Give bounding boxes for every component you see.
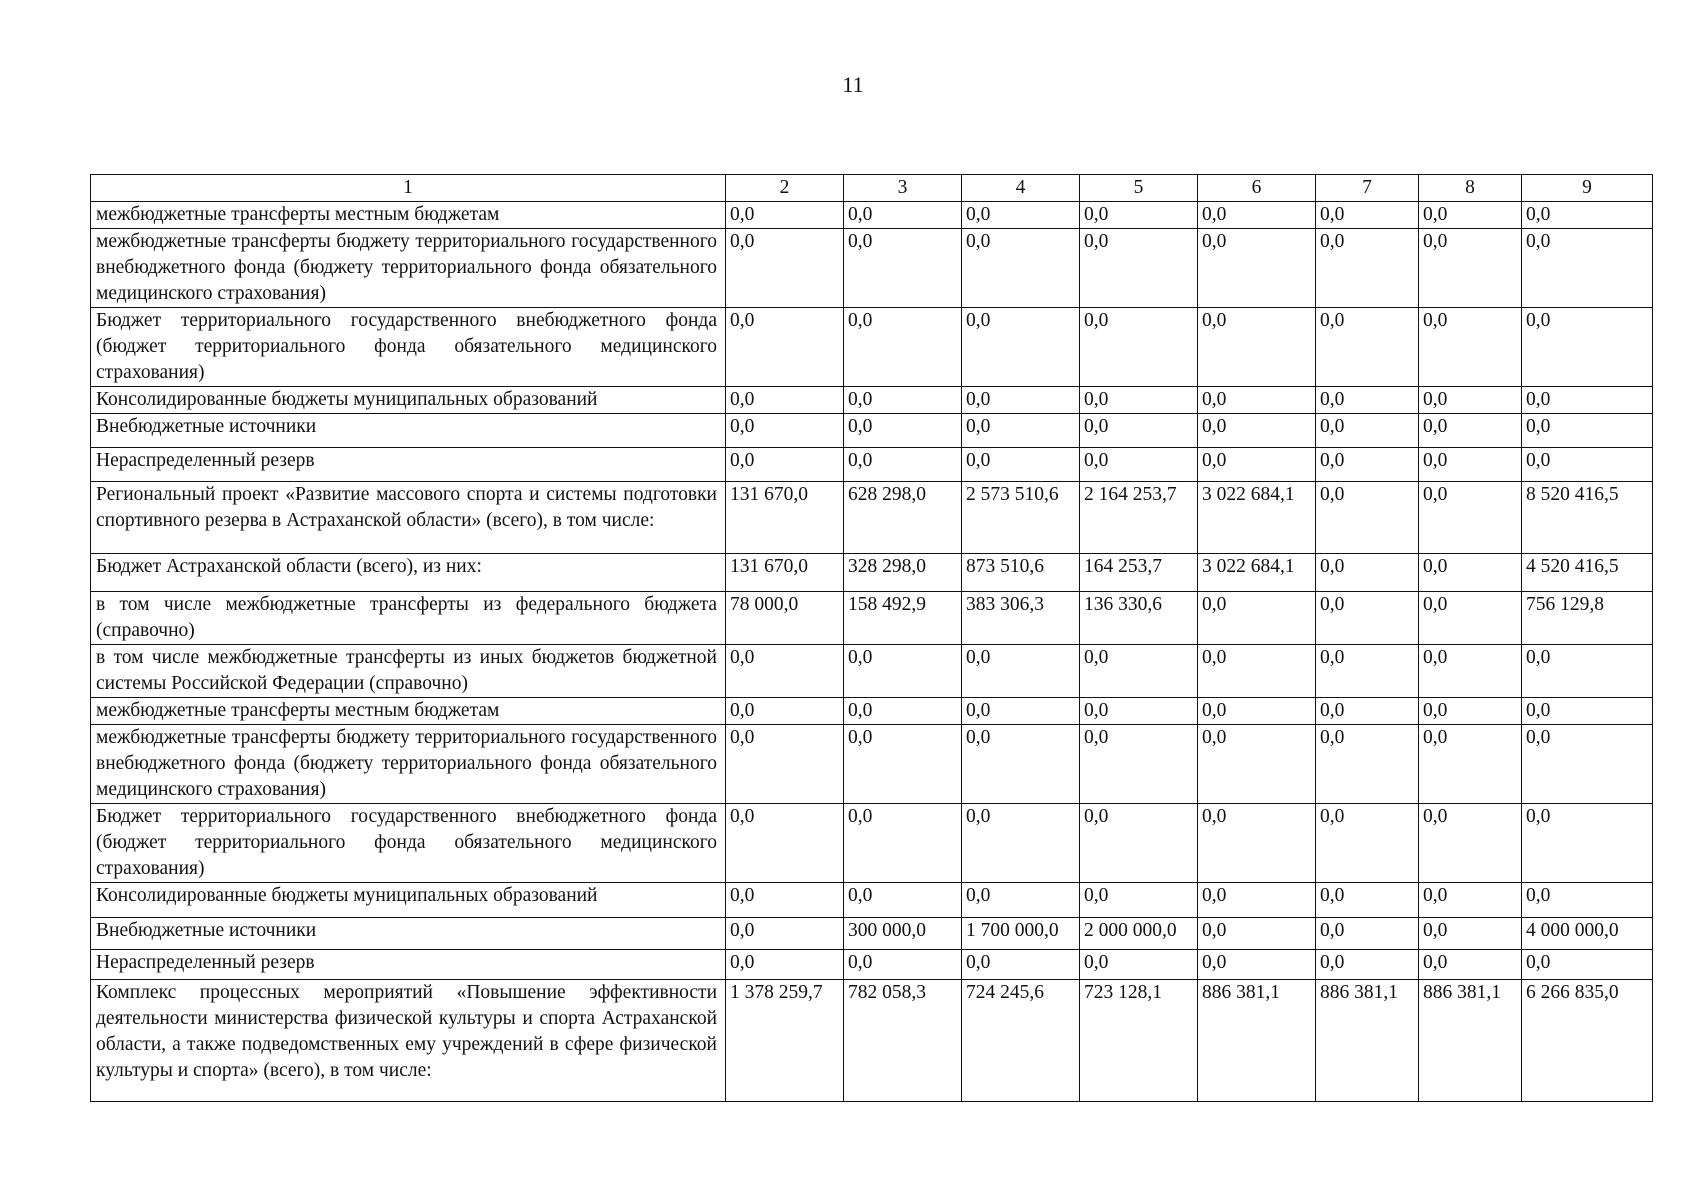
value-cell: 383 306,3	[962, 592, 1080, 645]
value-cell: 0,0	[1316, 918, 1419, 950]
value-cell: 0,0	[1080, 804, 1198, 883]
value-cell: 0,0	[1419, 387, 1522, 414]
value-cell: 0,0	[726, 698, 844, 725]
row-label: Региональный проект «Развитие массового спорта и системы подготовки спортивного резерва в Астраханской области» (всего), в том числе:	[91, 482, 726, 554]
value-cell: 0,0	[1522, 725, 1653, 804]
value-cell: 0,0	[726, 308, 844, 387]
value-cell: 0,0	[1419, 308, 1522, 387]
value-cell: 0,0	[726, 950, 844, 980]
value-cell: 0,0	[962, 950, 1080, 980]
value-cell: 0,0	[1080, 725, 1198, 804]
value-cell: 0,0	[1198, 414, 1316, 448]
value-cell: 78 000,0	[726, 592, 844, 645]
value-cell: 0,0	[1316, 448, 1419, 482]
value-cell: 0,0	[1316, 592, 1419, 645]
value-cell: 158 492,9	[844, 592, 962, 645]
row-label: Нераспределенный резерв	[91, 950, 726, 980]
value-cell: 0,0	[1198, 592, 1316, 645]
table-row	[91, 448, 1653, 482]
value-cell: 0,0	[1522, 950, 1653, 980]
value-cell: 0,0	[1198, 883, 1316, 918]
value-cell: 0,0	[1080, 883, 1198, 918]
value-cell: 0,0	[1419, 482, 1522, 554]
value-cell: 0,0	[962, 698, 1080, 725]
value-cell: 0,0	[1419, 918, 1522, 950]
value-cell: 724 245,6	[962, 980, 1080, 1102]
value-cell: 0,0	[844, 725, 962, 804]
column-header: 3	[844, 175, 962, 202]
value-cell: 0,0	[1522, 448, 1653, 482]
value-cell: 300 000,0	[844, 918, 962, 950]
row-label: Консолидированные бюджеты муниципальных образований	[91, 883, 726, 918]
value-cell: 0,0	[1080, 698, 1198, 725]
value-cell: 782 058,3	[844, 980, 962, 1102]
row-label: межбюджетные трансферты местным бюджетам	[91, 698, 726, 725]
value-cell: 0,0	[1316, 554, 1419, 592]
value-cell: 0,0	[962, 645, 1080, 698]
table-row	[91, 554, 1653, 592]
value-cell: 0,0	[844, 645, 962, 698]
value-cell: 723 128,1	[1080, 980, 1198, 1102]
value-cell: 0,0	[962, 202, 1080, 229]
value-cell: 873 510,6	[962, 554, 1080, 592]
value-cell: 0,0	[1198, 950, 1316, 980]
value-cell: 0,0	[1198, 308, 1316, 387]
table-body	[91, 202, 1653, 1102]
column-header: 2	[726, 175, 844, 202]
value-cell: 8 520 416,5	[1522, 482, 1653, 554]
value-cell: 0,0	[1419, 804, 1522, 883]
table-row	[91, 414, 1653, 448]
table-row	[91, 592, 1653, 645]
value-cell: 0,0	[1316, 414, 1419, 448]
column-header: 5	[1080, 175, 1198, 202]
value-cell: 2 573 510,6	[962, 482, 1080, 554]
row-label: межбюджетные трансферты местным бюджетам	[91, 202, 726, 229]
value-cell: 0,0	[726, 645, 844, 698]
table-row	[91, 645, 1653, 698]
value-cell: 0,0	[1522, 645, 1653, 698]
value-cell: 0,0	[1198, 387, 1316, 414]
value-cell: 886 381,1	[1419, 980, 1522, 1102]
value-cell: 0,0	[962, 804, 1080, 883]
value-cell: 4 000 000,0	[1522, 918, 1653, 950]
row-label: Нераспределенный резерв	[91, 448, 726, 482]
value-cell: 0,0	[1198, 918, 1316, 950]
value-cell: 0,0	[726, 387, 844, 414]
value-cell: 0,0	[1316, 387, 1419, 414]
row-label: Внебюджетные источники	[91, 414, 726, 448]
value-cell: 0,0	[1419, 448, 1522, 482]
column-header: 7	[1316, 175, 1419, 202]
value-cell: 0,0	[1316, 229, 1419, 308]
value-cell: 0,0	[1316, 950, 1419, 980]
value-cell: 0,0	[1522, 414, 1653, 448]
row-label: Внебюджетные источники	[91, 918, 726, 950]
value-cell: 0,0	[962, 725, 1080, 804]
value-cell: 0,0	[726, 918, 844, 950]
value-cell: 0,0	[1080, 950, 1198, 980]
column-header: 6	[1198, 175, 1316, 202]
value-cell: 131 670,0	[726, 554, 844, 592]
value-cell: 0,0	[1198, 698, 1316, 725]
row-label: Консолидированные бюджеты муниципальных образований	[91, 387, 726, 414]
value-cell: 0,0	[1316, 202, 1419, 229]
value-cell: 0,0	[1080, 414, 1198, 448]
value-cell: 0,0	[1419, 414, 1522, 448]
value-cell: 0,0	[1080, 645, 1198, 698]
value-cell: 0,0	[1198, 229, 1316, 308]
table-row	[91, 229, 1653, 308]
value-cell: 0,0	[1522, 229, 1653, 308]
value-cell: 3 022 684,1	[1198, 554, 1316, 592]
value-cell: 0,0	[962, 387, 1080, 414]
value-cell: 0,0	[1316, 725, 1419, 804]
table-row	[91, 980, 1653, 1102]
value-cell: 0,0	[1080, 202, 1198, 229]
value-cell: 0,0	[1419, 725, 1522, 804]
table-row	[91, 725, 1653, 804]
table-row	[91, 804, 1653, 883]
value-cell: 0,0	[1419, 202, 1522, 229]
value-cell: 886 381,1	[1198, 980, 1316, 1102]
value-cell: 0,0	[1419, 698, 1522, 725]
value-cell: 0,0	[1080, 229, 1198, 308]
value-cell: 0,0	[962, 883, 1080, 918]
value-cell: 0,0	[1080, 308, 1198, 387]
value-cell: 0,0	[1522, 308, 1653, 387]
value-cell: 0,0	[1419, 645, 1522, 698]
budget-table	[90, 174, 1653, 1102]
row-label: Комплекс процессных мероприятий «Повышение эффективности деятельности министерства физической культуры и спорта Астраханской области, а также подведомственных ему учреждений в сфере физической культуры и спорта» (всего), в том числе:	[91, 980, 726, 1102]
value-cell: 0,0	[844, 448, 962, 482]
value-cell: 0,0	[844, 950, 962, 980]
value-cell: 0,0	[1198, 645, 1316, 698]
value-cell: 0,0	[1198, 725, 1316, 804]
value-cell: 0,0	[1522, 202, 1653, 229]
value-cell: 0,0	[726, 202, 844, 229]
value-cell: 164 253,7	[1080, 554, 1198, 592]
value-cell: 0,0	[844, 804, 962, 883]
value-cell: 0,0	[1198, 804, 1316, 883]
column-header: 8	[1419, 175, 1522, 202]
row-label: Бюджет территориального государственного внебюджетного фонда (бюджет территориального фонда обязательного медицинского страхования)	[91, 308, 726, 387]
value-cell: 0,0	[1419, 229, 1522, 308]
value-cell: 136 330,6	[1080, 592, 1198, 645]
value-cell: 3 022 684,1	[1198, 482, 1316, 554]
value-cell: 0,0	[726, 448, 844, 482]
value-cell: 0,0	[1198, 448, 1316, 482]
value-cell: 0,0	[844, 387, 962, 414]
value-cell: 0,0	[844, 698, 962, 725]
page-number: 11	[842, 72, 864, 97]
column-header: 1	[91, 175, 726, 202]
value-cell: 0,0	[726, 229, 844, 308]
value-cell: 0,0	[726, 725, 844, 804]
table-row	[91, 950, 1653, 980]
value-cell: 0,0	[726, 804, 844, 883]
value-cell: 0,0	[1316, 645, 1419, 698]
table-row	[91, 918, 1653, 950]
value-cell: 0,0	[1522, 698, 1653, 725]
value-cell: 0,0	[1080, 448, 1198, 482]
row-label: Бюджет территориального государственного внебюджетного фонда (бюджет территориального фонда обязательного медицинского страхования)	[91, 804, 726, 883]
value-cell: 0,0	[1316, 698, 1419, 725]
row-label: в том числе межбюджетные трансферты из иных бюджетов бюджетной системы Российской Федерации (справочно)	[91, 645, 726, 698]
value-cell: 0,0	[1522, 883, 1653, 918]
value-cell: 0,0	[962, 414, 1080, 448]
column-header: 9	[1522, 175, 1653, 202]
value-cell: 0,0	[844, 308, 962, 387]
value-cell: 0,0	[1419, 592, 1522, 645]
table-row	[91, 202, 1653, 229]
value-cell: 0,0	[1316, 482, 1419, 554]
value-cell: 0,0	[1316, 883, 1419, 918]
value-cell: 628 298,0	[844, 482, 962, 554]
header-row	[91, 175, 1653, 202]
value-cell: 0,0	[1522, 804, 1653, 883]
value-cell: 886 381,1	[1316, 980, 1419, 1102]
value-cell: 4 520 416,5	[1522, 554, 1653, 592]
table-row	[91, 883, 1653, 918]
value-cell: 0,0	[1419, 883, 1522, 918]
value-cell: 0,0	[844, 229, 962, 308]
value-cell: 0,0	[1198, 202, 1316, 229]
value-cell: 0,0	[726, 414, 844, 448]
value-cell: 0,0	[844, 883, 962, 918]
row-label: в том числе межбюджетные трансферты из федерального бюджета (справочно)	[91, 592, 726, 645]
table-row	[91, 482, 1653, 554]
value-cell: 0,0	[962, 229, 1080, 308]
row-label: межбюджетные трансферты бюджету территориального государственного внебюджетного фонда (бюджету территориального фонда обязательного медицинского страхования)	[91, 725, 726, 804]
value-cell: 1 378 259,7	[726, 980, 844, 1102]
column-header: 4	[962, 175, 1080, 202]
row-label: межбюджетные трансферты бюджету территориального государственного внебюджетного фонда (бюджету территориального фонда обязательного медицинского страхования)	[91, 229, 726, 308]
value-cell: 1 700 000,0	[962, 918, 1080, 950]
value-cell: 2 000 000,0	[1080, 918, 1198, 950]
value-cell: 2 164 253,7	[1080, 482, 1198, 554]
table-row	[91, 698, 1653, 725]
value-cell: 0,0	[1316, 804, 1419, 883]
value-cell: 0,0	[962, 448, 1080, 482]
value-cell: 756 129,8	[1522, 592, 1653, 645]
table-row	[91, 308, 1653, 387]
value-cell: 6 266 835,0	[1522, 980, 1653, 1102]
value-cell: 131 670,0	[726, 482, 844, 554]
value-cell: 0,0	[844, 414, 962, 448]
value-cell: 0,0	[1316, 308, 1419, 387]
table-row	[91, 387, 1653, 414]
value-cell: 0,0	[726, 883, 844, 918]
value-cell: 0,0	[1419, 554, 1522, 592]
value-cell: 0,0	[1522, 387, 1653, 414]
row-label: Бюджет Астраханской области (всего), из них:	[91, 554, 726, 592]
value-cell: 0,0	[844, 202, 962, 229]
value-cell: 328 298,0	[844, 554, 962, 592]
value-cell: 0,0	[1080, 387, 1198, 414]
value-cell: 0,0	[962, 308, 1080, 387]
value-cell: 0,0	[1419, 950, 1522, 980]
